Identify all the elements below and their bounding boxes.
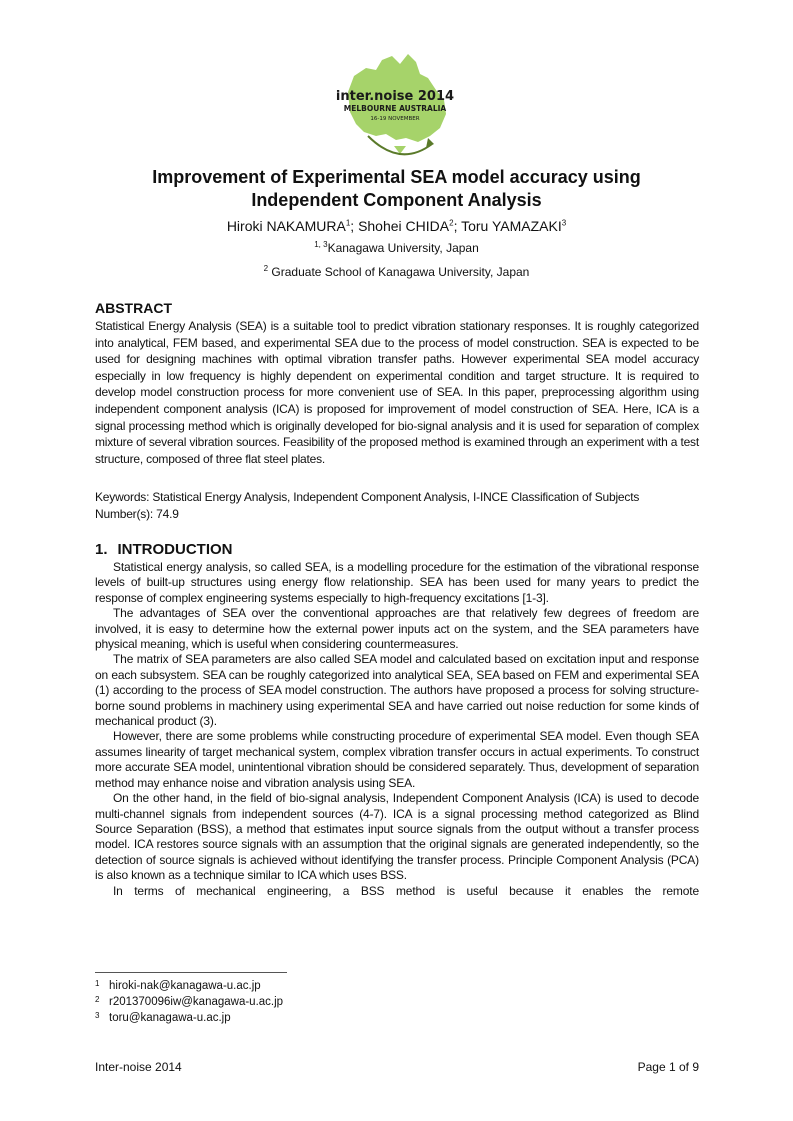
- body-paragraph: The matrix of SEA parameters are also called SEA model and calculated based on excitation input and response on each subsystem. SEA can be roughly categorized into analytical SEA, SEA based on FEM and experimental SEA (1) according to the process of SEA model construction. The authors have proposed a process for solving structure-borne sound problems in machinery using experimental SEA and have carried out noise reduction for some kinds of mechanical product (3).: [95, 652, 699, 729]
- section-body: [95, 560, 699, 899]
- body-paragraph: Statistical energy analysis, so called SEA, is a modelling procedure for the estimation of the vibrational response levels of built-up structures using energy flow relationship. SEA has been used for many years to predict the response of complex engineering systems especially to high-frequency excitations [1-3].: [95, 560, 699, 605]
- author-name: Hiroki NAKAMURA: [226, 218, 346, 234]
- author-list: [60, 217, 733, 235]
- logo-text-title: inter.noise 2014: [335, 89, 455, 104]
- affiliation-mark: 1, 3: [314, 240, 328, 249]
- abstract-heading: ABSTRACT: [95, 300, 172, 316]
- affiliation-text: Graduate School of Kanagawa University, Japan: [271, 265, 530, 279]
- title-line-2: Independent Component Analysis: [251, 190, 542, 210]
- footnotes: [95, 978, 495, 1026]
- section-title: INTRODUCTION: [117, 541, 233, 558]
- paper-title: [60, 166, 733, 212]
- footer-conference: Inter-noise 2014: [95, 1060, 182, 1074]
- author-name: Shohei CHIDA: [358, 218, 450, 234]
- section-number: 1.: [95, 541, 108, 558]
- affiliation-2: [60, 264, 733, 280]
- logo-text-location: MELBOURNE AUSTRALIA: [343, 104, 447, 113]
- footnote-email: toru@kanagawa-u.ac.jp: [109, 1012, 231, 1024]
- body-paragraph: In terms of mechanical engineering, a BSS method is useful because it enables the remote: [113, 883, 699, 898]
- body-paragraph: On the other hand, in the field of bio-signal analysis, Independent Component Analysis (ICA) is used to decode multi-channel signals from independent sources (4-7). ICA is a signal processing method categorized as Blind Source Separation (BSS), a method that estimates input source signals from the output without a transfer process model. ICA restores source signals with an assumption that the original signals are generated independently, so the detection of source signals is achieved without identifying the transfer process. Principle Component Analysis (PCA) is also known as a technique similar to ICA which uses BSS.: [95, 791, 699, 883]
- footnote: [95, 978, 495, 994]
- affiliation-1: [60, 240, 733, 256]
- author-separator: ;: [350, 218, 359, 234]
- footer-page-number: Page 1 of 9: [637, 1060, 699, 1074]
- footnote: [95, 1010, 495, 1026]
- australia-map-logo-icon: [320, 38, 470, 162]
- footnote-email: hiroki-nak@kanagawa-u.ac.jp: [109, 980, 261, 992]
- affiliation-mark: 2: [263, 264, 269, 273]
- logo-text-dates: 16-19 NOVEMBER: [370, 116, 420, 122]
- body-paragraph: The advantages of SEA over the conventional approaches are that relatively few degrees of freedom are involved, it is easy to determine how the external power inputs act on the system, and the SEA parameters have physical meaning, which is useful when considering countermeasures.: [95, 606, 699, 652]
- title-line-1: Improvement of Experimental SEA model accuracy using: [152, 167, 641, 187]
- abstract-text: Statistical Energy Analysis (SEA) is a suitable tool to predict vibration stationary responses. It is roughly categorized into analytical, FEM based, and experimental SEA due to the process of model construction. SEA is expected to be used for designing machines with optimal vibration transfer paths. However experimental SEA model accuracy especially in low frequency is highly dependent on experimental condition and target structure. It is required to develop model construction process for more convenient use of SEA. In this paper, preprocessing algorithm using independent component analysis (ICA) is proposed for improvement of model construction of SEA. Here, ICA is a signal processing method which is originally developed for bio-signal analysis and it is used for separation of complex mixture of several vibration sources. Feasibility of the proposed method is examined through an experiment with a test structure, composed of three flat steel plates.: [95, 319, 699, 466]
- author-mark: 2: [449, 218, 454, 228]
- author-mark: 1: [345, 218, 351, 228]
- footnote-mark: 3: [95, 1011, 100, 1020]
- affiliation-text: Kanagawa University, Japan: [327, 241, 479, 255]
- footnote-divider: [95, 972, 287, 973]
- section-heading: [95, 541, 233, 558]
- author-name: Toru YAMAZAKI: [461, 218, 562, 234]
- keywords: Keywords: Statistical Energy Analysis, Independent Component Analysis, I-INCE Classification of Subjects Number(s): 74.9: [95, 490, 640, 521]
- footnote-mark: 1: [95, 979, 100, 988]
- footnote: [95, 994, 495, 1010]
- author-separator: ;: [453, 218, 462, 234]
- footnote-mark: 2: [95, 995, 100, 1004]
- author-mark: 3: [561, 218, 567, 228]
- body-paragraph: However, there are some problems while constructing procedure of experimental SEA model. Even though SEA assumes linearity of target mechanical system, complex vibration transfer occurs in actual experiments. To construct more accurate SEA model, unintentional vibration should be considered separately. Thus, development of separation method may enhance noise and vibration analysis using SEA.: [95, 729, 699, 790]
- conference-logo: [320, 38, 470, 162]
- footnote-email: r201370096iw@kanagawa-u.ac.jp: [109, 996, 284, 1008]
